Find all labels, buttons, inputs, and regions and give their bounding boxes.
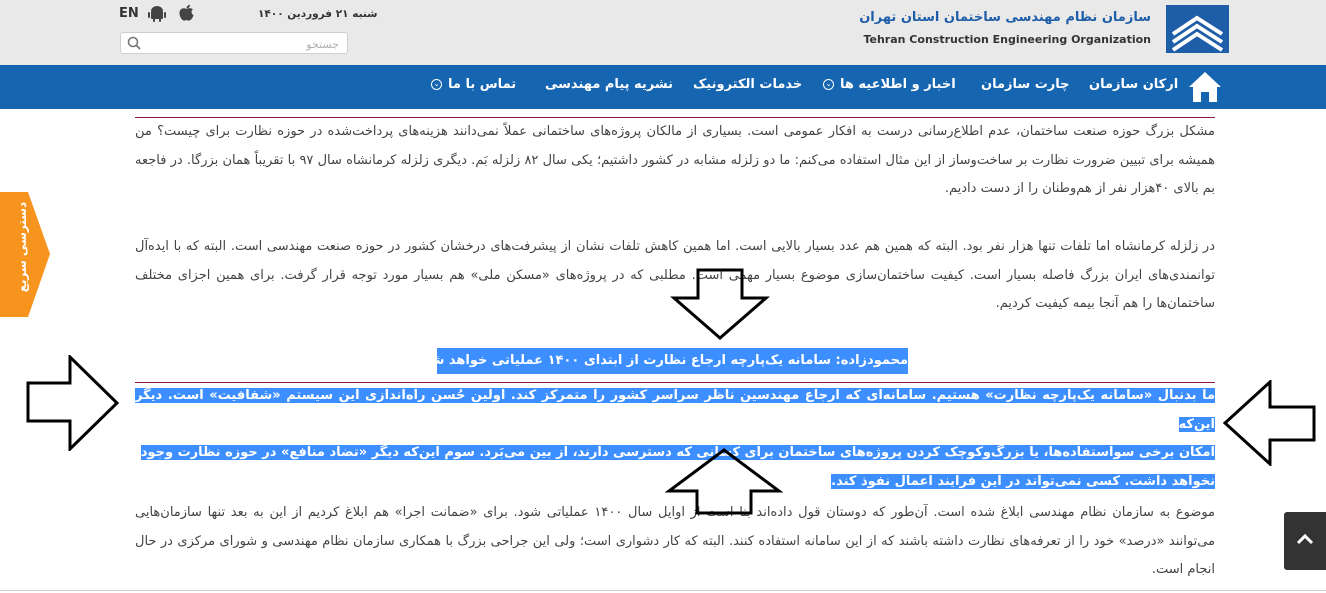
nav-item-magazine[interactable]: نشریه پیام مهندسی <box>545 77 673 92</box>
nav-item-e-services[interactable]: خدمات الکترونیک <box>693 77 803 92</box>
search-icon[interactable] <box>127 36 141 50</box>
main-nav <box>0 65 1326 109</box>
date-label: شنبه ۲۱ فروردین ۱۴۰۰ <box>258 8 378 20</box>
search-input[interactable] <box>147 35 341 53</box>
arrow-up-icon <box>665 447 783 515</box>
nav-item-news[interactable] <box>823 77 956 92</box>
paragraph-1: مشکل بزرگ حوزه صنعت ساختمان، عدم اطلاع‌رسانی درست به افکار عمومی است. بسیاری از مالکان پروژه‌های ساختمانی عملاً نمی‌دانند هزینه‌های پرداخت‌شده در حوزه نظارت برای چیست؟ من همیشه برای تبیین ضرورت نظارت بر ساخت‌وساز از این مثال استفاده می‌کنم: ما دو زلزله مشابه در کشور داشتیم؛ یکی سال ۸۲ زلزله بَم. دیگری زلزله کرمانشاه سال ۹۷ با تقریباً همان بزرگا. در فاجعه بم بالای ۴۰هزار نفر از هم‌وطنان را از دست دادیم. <box>135 124 1215 196</box>
language-switch[interactable]: EN <box>119 6 139 21</box>
nav-item-contact[interactable] <box>431 77 516 92</box>
org-name-fa: سازمان نظام مهندسی ساختمان استان تهران <box>859 10 1151 25</box>
apple-icon[interactable] <box>178 4 195 22</box>
nav-item-pillars[interactable]: ارکان سازمان <box>1089 77 1179 92</box>
search-box[interactable] <box>120 32 348 54</box>
highlighted-line: نخواهد داشت. کسی نمی‌تواند در این فرایند اعمال نفوذ کند. <box>831 473 1215 489</box>
article-subtitle: محمودزاده: سامانه یک‌پارچه ارجاع نظارت از ابتدای ۱۴۰۰ عملیاتی خواهد شد <box>437 348 908 374</box>
back-to-top-button[interactable] <box>1284 512 1326 570</box>
highlighted-line: ما بدنبال «سامانه یک‌پارچه نظارت» هستیم. سامانه‌ای که ارجاع مهندسین ناظر سراسر کشور را متمرکز کند. اولین حُسن راه‌اندازی این سیستم «شفافیت» است. دیگر این‌که <box>135 388 1215 432</box>
highlighted-line: امکان برخی سواستفاده‌ها، یا بزرگ‌وکوچک کردن پروژه‌های ساختمان برای کسانی که دسترسی دارند، از بین می‌بَرد. سوم این‌که دیگر «تضاد منافع» در حوزه نظارت وجود <box>140 445 1215 460</box>
paragraph-2: در زلزله کرمانشاه اما تلفات تنها هزار نفر بود. البته که همین هم عدد بسیار بالایی است. اما همین کاهش تلفات نشان از پیشرفت‌های درخشان کشور در حوزه صنعت مهندسی است. البته که با ایده‌آل توانمندی‌های ایران بزرگ فاصله بسیار است. کیفیت ساختمان‌سازی موضوع بسیار مهمی است. مطلبی که در پروژه‌های «مسکن ملی» هم بسیار مورد توجه قرار گرفت. برای همین اجزای مختلف ساختمان‌ها را هم آنجا بیمه کیفیت کردیم. <box>135 239 1215 311</box>
paragraph-4: موضوع به سازمان نظام مهندسی ابلاغ شده است. آن‌طور که دوستان قول داده‌اند بنا است از اوایل سال ۱۴۰۰ عملیاتی شود. برای «ضمانت اجرا» هم ابلاغ کردیم از این به بعد تنها سازمان‌هایی می‌توانند «درصد» خود را از تعرفه‌های نظارت داشته باشند که از این سامانه استفاده کنند. البته که کار دشواری است؛ ولی این جراحی بزرگ با همکاری سازمان نظام مهندسی و شورای مرکزی در حال انجام است. <box>135 505 1215 577</box>
org-name-en: Tehran Construction Engineering Organization <box>863 33 1151 46</box>
divider <box>0 590 1326 591</box>
arrow-left-icon <box>1222 380 1316 466</box>
nav-item-chart[interactable]: چارت سازمان <box>981 77 1070 92</box>
logo-icon[interactable] <box>1165 4 1230 54</box>
chevron-up-icon <box>1284 512 1326 570</box>
android-icon[interactable] <box>148 5 166 23</box>
top-bar <box>0 0 1326 65</box>
chevron-down-icon: ⌄ <box>823 79 834 90</box>
arrow-right-icon <box>26 355 120 451</box>
nav-item-news-label: اخبار و اطلاعیه ها <box>840 77 956 92</box>
quick-access-label[interactable]: دسترسی سریع <box>15 201 29 293</box>
home-icon[interactable] <box>1187 70 1223 104</box>
nav-item-contact-label: تماس با ما <box>448 77 517 92</box>
arrow-down-icon <box>670 268 770 340</box>
chevron-down-icon: ⌄ <box>431 79 442 90</box>
